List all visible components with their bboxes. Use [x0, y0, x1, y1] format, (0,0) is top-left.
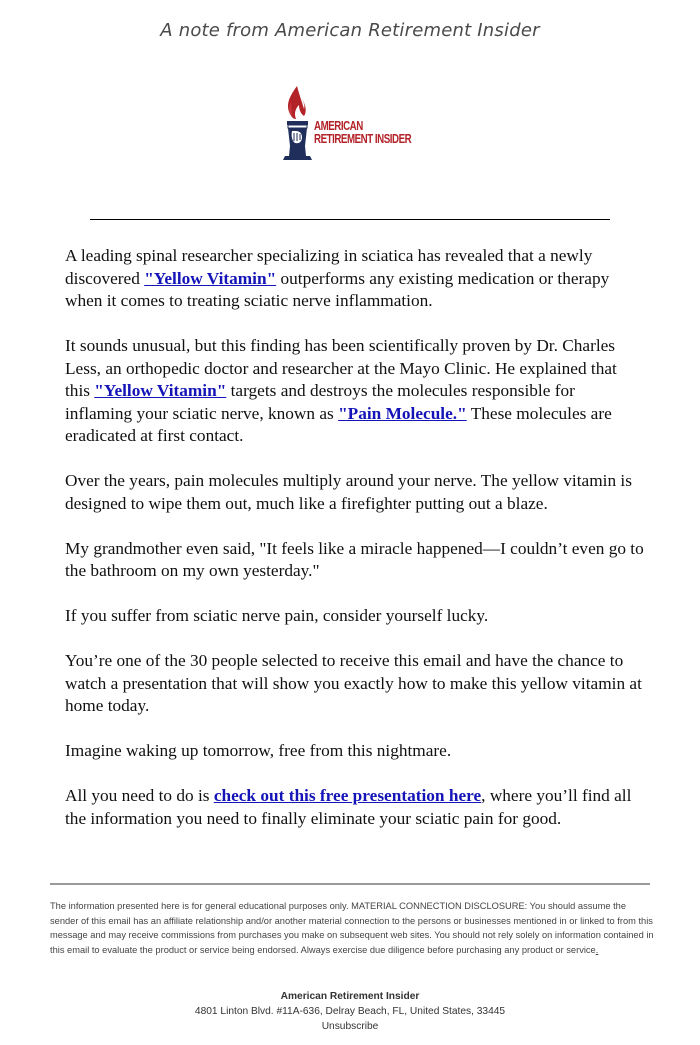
header-note: A note from American Retirement Insider: [160, 20, 540, 41]
paragraph-8: All you need to do is check out this free presentation here, where you’ll find all the information you need to finally eliminate your sciatic pain for good.: [65, 786, 632, 828]
torch-icon: [282, 84, 318, 166]
footer-address: 4801 Linton Blvd. #11A-636, Delray Beach, FL, United States, 33445: [194, 1006, 506, 1017]
yellow-vitamin-link-2[interactable]: "Yellow Vitamin": [94, 381, 227, 400]
yellow-vitamin-link[interactable]: "Yellow Vitamin": [144, 268, 277, 288]
brand-logo: [282, 84, 422, 166]
header-divider: [90, 219, 610, 220]
email-footer: [0, 989, 700, 1034]
logo-line-1: AMERICAN: [314, 119, 363, 133]
free-presentation-link[interactable]: check out this free presentation here: [213, 786, 482, 805]
pain-molecule-link[interactable]: "Pain Molecule.": [338, 403, 467, 423]
logo-wordmark: [314, 120, 411, 146]
email-body: [65, 245, 645, 853]
paragraph-6: You’re one of the 30 people selected to receive this email and have the chance to watch a presentation that will show you exactly how to make this yellow vitamin at home today.: [65, 651, 642, 715]
paragraph-1: A leading spinal researcher specializing in sciatica has revealed that a newly discovered "Yellow Vitamin" outperforms any existing medication or therapy when it comes to treating sciatic nerve inflammation.: [65, 246, 610, 310]
paragraph-5: If you suffer from sciatic nerve pain, consider yourself lucky.: [65, 606, 489, 625]
paragraph-2: It sounds unusual, but this finding has been scientifically proven by Dr. Charles Less, an orthopedic doctor and researcher at the Mayo Clinic. He explained that this "Yellow Vitamin" targets and destroys the molecules responsible for inflaming your sciatic nerve, known as "Pain Molecule." These molecules are eradicated at first contact.: [65, 336, 617, 445]
paragraph-7: Imagine waking up tomorrow, free from this nightmare.: [65, 741, 452, 760]
unsubscribe-link[interactable]: Unsubscribe: [321, 1021, 379, 1032]
logo-line-2: RETIREMENT INSIDER: [314, 132, 412, 146]
disclaimer-text: The information presented here is for general educational purposes only. MATERIAL CONNECTION DISCLOSURE: You should assume the sender of this email has an affiliate relationship and/or another material connection to the persons or businesses mentioned in or linked to from this message and may receive commissions from purchases you make on subsequent web sites. You should not rely solely on information contained in this email to evaluate the product or service being endorsed. Always exercise due diligence before purchasing any product or service.: [50, 901, 654, 955]
paragraph-4: My grandmother even said, "It feels like a miracle happened—I couldn’t even go to the bathroom on my own yesterday.": [65, 538, 644, 580]
footer-org-name: American Retirement Insider: [280, 991, 420, 1002]
footer-divider: [50, 883, 650, 885]
paragraph-3: Over the years, pain molecules multiply around your nerve. The yellow vitamin is designed to wipe them out, much like a firefighter putting out a blaze.: [65, 471, 632, 513]
